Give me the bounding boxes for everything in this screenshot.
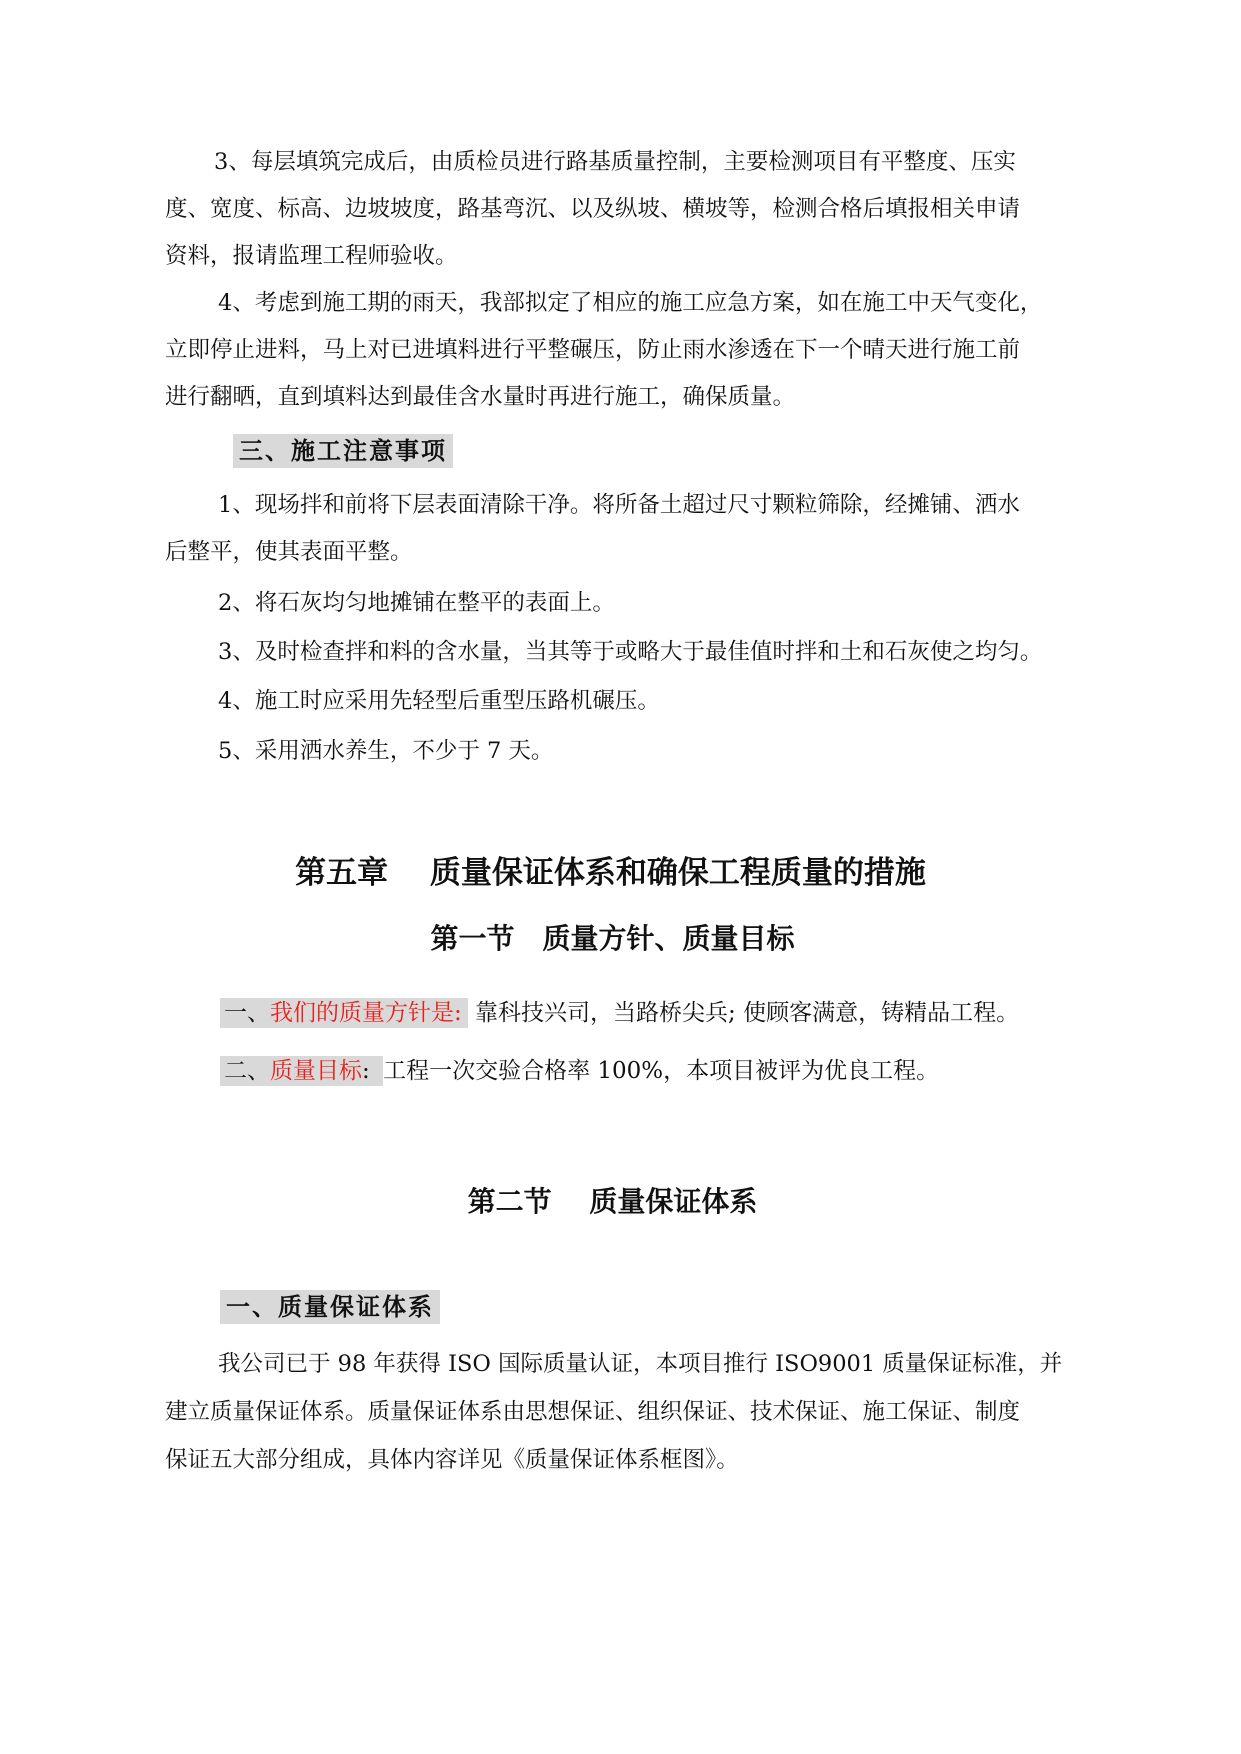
subsection-heading: 一、质量保证体系 [220, 1290, 440, 1324]
quality-policy-label: 一、我们的质量方针是: [220, 998, 468, 1028]
list-item-line: 5、采用洒水养生，不少于 7 天。 [218, 738, 554, 764]
paragraph-line: 度、宽度、标高、边坡坡度，路基弯沉、以及纵坡、横坡等，检测合格后填报相关申请 [165, 196, 1021, 222]
paragraph-line: 我公司已于 98 年获得 ISO 国际质量认证，本项目推行 ISO9001 质量保证标准，并 [218, 1351, 1063, 1377]
section-title: 第二节 质量保证体系 [467, 1185, 758, 1218]
paragraph-line: 资料，报请监理工程师验收。 [165, 243, 458, 269]
quality-goal-label: 二、质量目标: [220, 1056, 383, 1086]
list-item-line: 后整平，使其表面平整。 [165, 539, 413, 565]
paragraph-line: 保证五大部分组成，具体内容详见《质量保证体系框图》。 [165, 1447, 739, 1473]
list-item-line: 1、现场拌和前将下层表面清除干净。将所备土超过尺寸颗粒筛除，经摊铺、洒水 [218, 492, 1020, 518]
quality-goal-line: 二、质量目标: 工程一次交验合格率 100%，本项目被评为优良工程。 [220, 1053, 939, 1089]
quality-policy-line: 一、我们的质量方针是: 靠科技兴司，当路桥尖兵; 使顾客满意，铸精品工程。 [220, 995, 1019, 1031]
list-item-line: 3、及时检查拌和料的含水量，当其等于或略大于最佳值时拌和土和石灰使之均匀。 [218, 639, 1043, 665]
paragraph-line: 3、每层填筑完成后，由质检员进行路基质量控制，主要检测项目有平整度、压实 [214, 149, 1016, 175]
paragraph-line: 建立质量保证体系。质量保证体系由思想保证、组织保证、技术保证、施工保证、制度 [165, 1399, 1021, 1425]
section-title: 第一节 质量方针、质量目标 [430, 922, 795, 955]
paragraph-line: 立即停止进料，马上对已进填料进行平整碾压，防止雨水渗透在下一个晴天进行施工前 [165, 337, 1021, 363]
list-item-line: 4、施工时应采用先轻型后重型压路机碾压。 [218, 688, 660, 714]
chapter-title: 第五章 质量保证体系和确保工程质量的措施 [295, 855, 926, 891]
paragraph-line: 4、考虑到施工期的雨天，我部拟定了相应的施工应急方案，如在施工中天气变化， [218, 290, 1043, 316]
section-heading: 三、施工注意事项 [233, 434, 453, 468]
list-item-line: 2、将石灰均匀地摊铺在整平的表面上。 [218, 590, 615, 616]
paragraph-line: 进行翻晒，直到填料达到最佳含水量时再进行施工，确保质量。 [165, 384, 796, 410]
